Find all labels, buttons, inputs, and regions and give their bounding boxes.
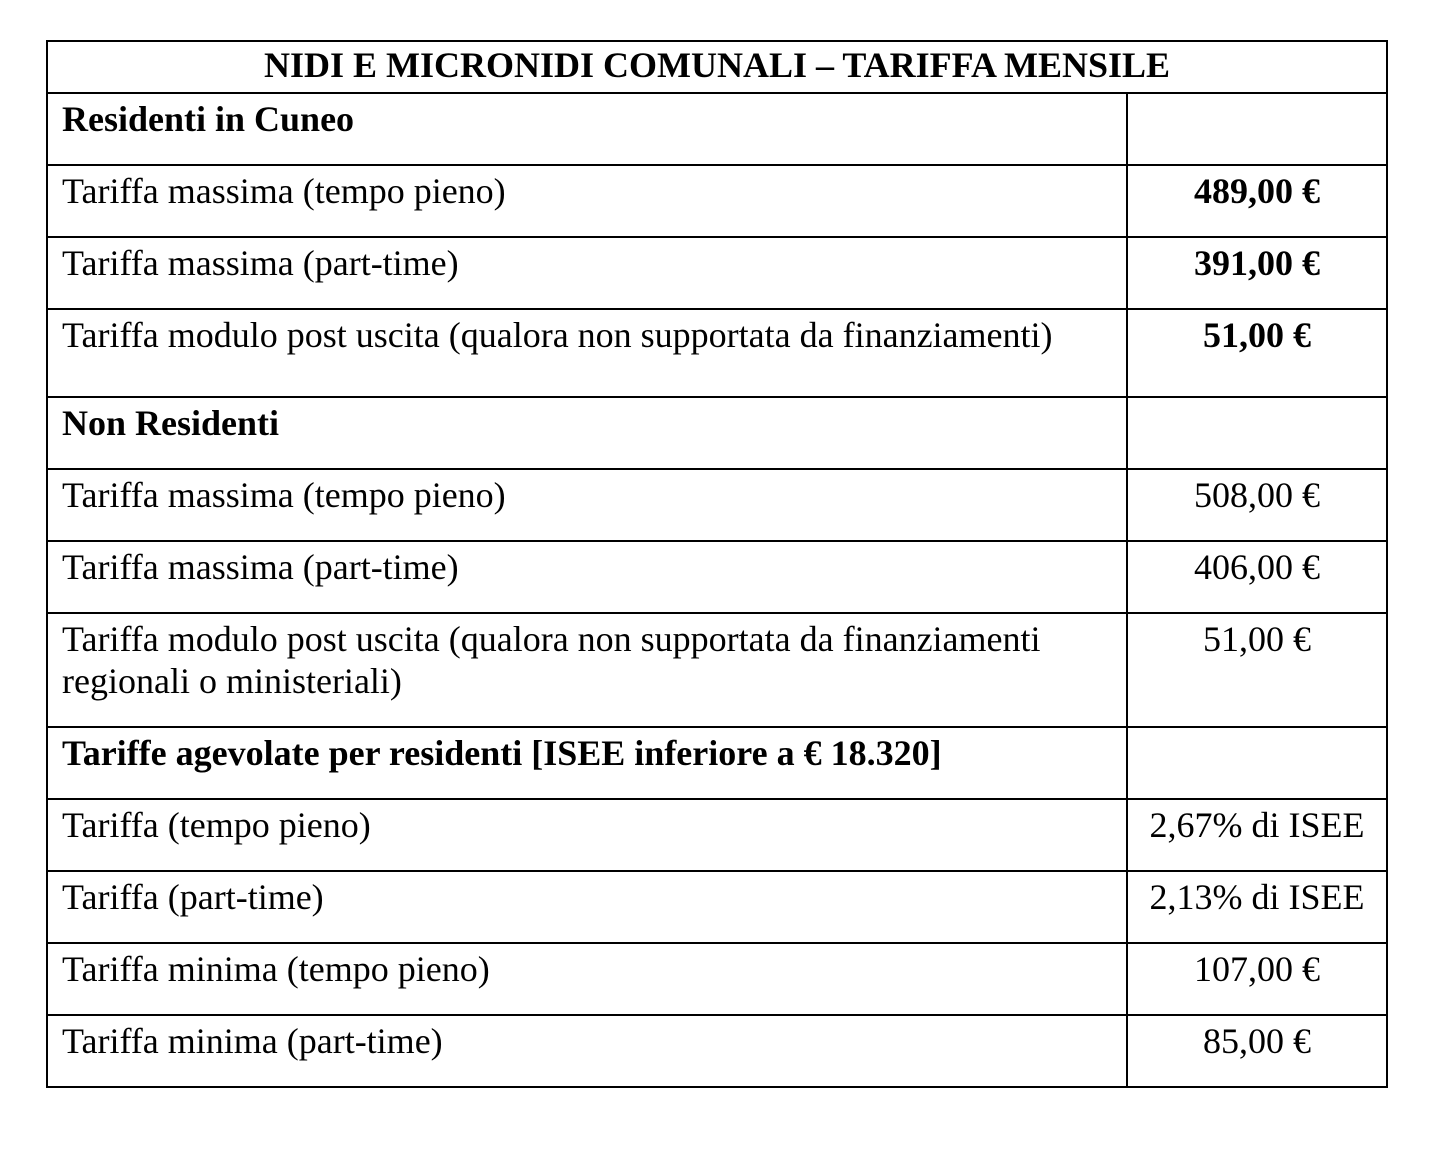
section-heading-residents: Residenti in Cuneo xyxy=(47,93,1127,165)
table-title: NIDI E MICRONIDI COMUNALI – TARIFFA MENSILE xyxy=(47,41,1387,93)
row-label: Tariffa massima (part-time) xyxy=(47,237,1127,309)
row-value: 406,00 € xyxy=(1127,541,1387,613)
table-row xyxy=(47,165,1387,237)
table-row xyxy=(47,541,1387,613)
row-label: Tariffa massima (part-time) xyxy=(47,541,1127,613)
row-label: Tariffa modulo post uscita (qualora non supportata da finanziamenti regionali o ministeriali) xyxy=(47,613,1127,727)
table-row xyxy=(47,943,1387,1015)
row-label: Tariffa (part-time) xyxy=(47,871,1127,943)
section-heading-non-residents: Non Residenti xyxy=(47,397,1127,469)
row-label: Tariffa massima (tempo pieno) xyxy=(47,469,1127,541)
section-row-reduced xyxy=(47,727,1387,799)
tariff-table xyxy=(46,40,1388,1088)
empty-value-cell xyxy=(1127,397,1387,469)
table-row xyxy=(47,237,1387,309)
row-value: 107,00 € xyxy=(1127,943,1387,1015)
table-row xyxy=(47,1015,1387,1087)
section-row-residents xyxy=(47,93,1387,165)
row-label: Tariffa (tempo pieno) xyxy=(47,799,1127,871)
row-value: 391,00 € xyxy=(1127,237,1387,309)
section-heading-reduced: Tariffe agevolate per residenti [ISEE inferiore a € 18.320] xyxy=(47,727,1127,799)
row-label: Tariffa minima (tempo pieno) xyxy=(47,943,1127,1015)
table-row xyxy=(47,309,1387,397)
table-row xyxy=(47,799,1387,871)
row-label: Tariffa massima (tempo pieno) xyxy=(47,165,1127,237)
empty-value-cell xyxy=(1127,93,1387,165)
row-value: 2,67% di ISEE xyxy=(1127,799,1387,871)
row-label: Tariffa minima (part-time) xyxy=(47,1015,1127,1087)
row-value: 489,00 € xyxy=(1127,165,1387,237)
row-value: 85,00 € xyxy=(1127,1015,1387,1087)
row-value: 51,00 € xyxy=(1127,613,1387,727)
section-row-non-residents xyxy=(47,397,1387,469)
row-value: 508,00 € xyxy=(1127,469,1387,541)
row-label: Tariffa modulo post uscita (qualora non supportata da finanziamenti) xyxy=(47,309,1127,397)
empty-value-cell xyxy=(1127,727,1387,799)
title-row xyxy=(47,41,1387,93)
row-value: 51,00 € xyxy=(1127,309,1387,397)
row-value: 2,13% di ISEE xyxy=(1127,871,1387,943)
table-row xyxy=(47,871,1387,943)
table-row xyxy=(47,613,1387,727)
table-row xyxy=(47,469,1387,541)
